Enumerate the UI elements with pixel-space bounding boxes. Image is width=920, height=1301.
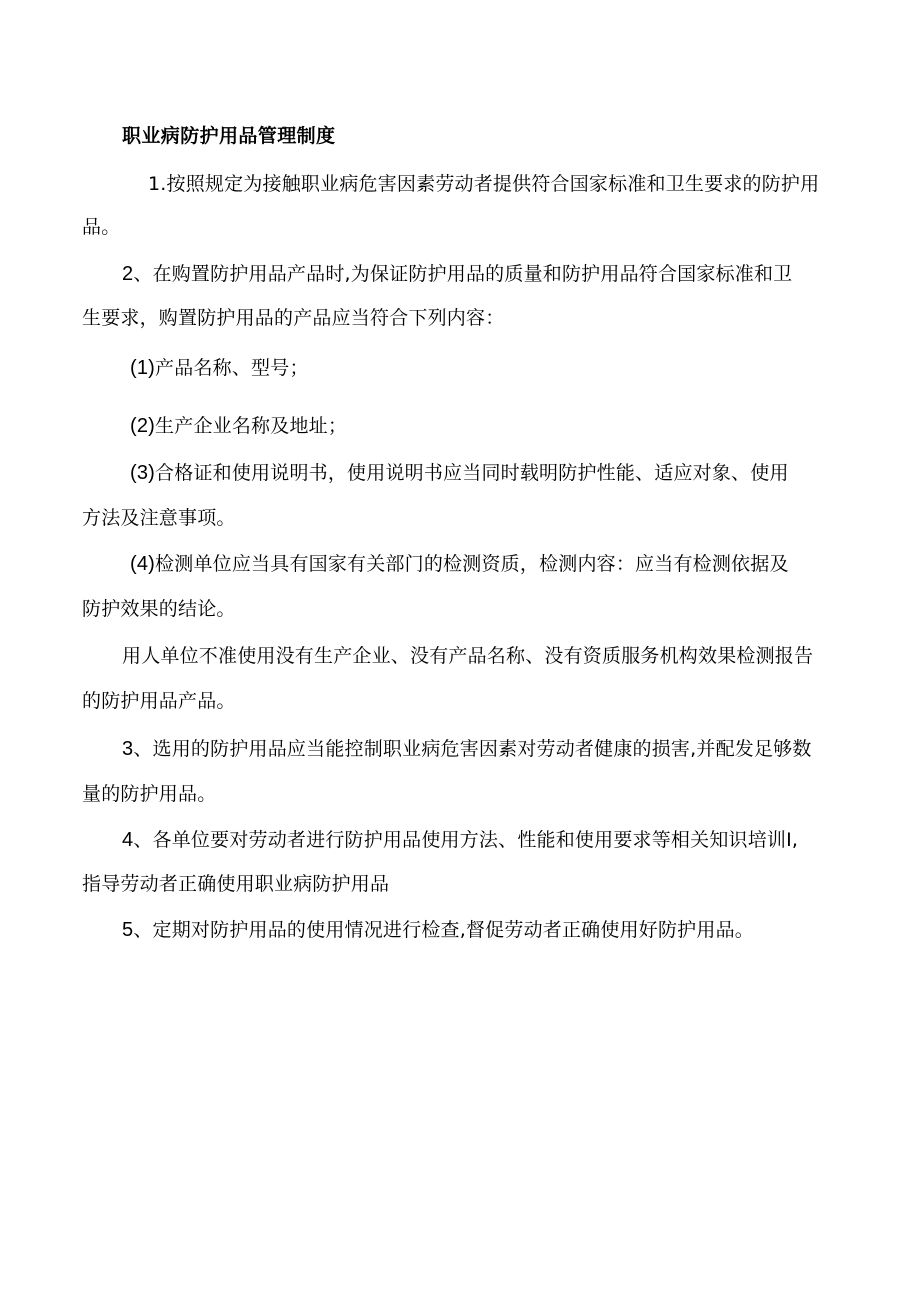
paragraph-5-number: 5 [122,919,134,941]
list-item-2-number: (2) [130,415,156,437]
list-item-2-text: 生产企业名称及地址； [155,415,348,437]
paragraph-4-number: 4 [122,829,134,851]
list-item-4-text: 检测单位应当具有国家有关部门的检测资质，检测内容：应当有检测依据及 [155,553,789,575]
list-item-1-text: 产品名称、型号； [155,357,309,379]
document-title: 职业病防护用品管理制度 [122,125,336,147]
paragraph-1-line-2: 品。 [82,216,121,238]
list-item-4-number: (4) [130,553,156,575]
paragraph-1-line-1: 1.按照规定为接触职业病危害因素劳动者提供符合国家标准和卫生要求的防护用 [148,173,820,195]
list-item-3-text: 合格证和使用说明书，使用说明书应当同时载明防护性能、适应对象、使用 [155,462,789,484]
list-item-2 [130,414,347,438]
paragraph-4-line-1-text: 、各单位要对劳动者进行防护用品使用方法、性能和使用要求等相关知识培训Ⅰ, [133,829,799,851]
list-item-1 [130,356,309,380]
list-item-1-number: (1) [130,357,156,379]
list-item-3-number: (3) [130,462,156,484]
paragraph-5-line-1 [122,918,754,942]
paragraph-2-line-1 [122,262,792,286]
paragraph-2-line-1-text: 、在购置防护用品产品时,为保证防护用品的质量和防护用品符合国家标准和卫 [133,263,793,285]
list-item-3-line-2: 方法及注意事项。 [82,507,236,529]
paragraph-4-line-1 [122,828,798,852]
paragraph-3-line-1 [122,737,812,761]
list-item-4-line-2: 防护效果的结论。 [82,598,236,620]
paragraph-5-line-1-text: 、定期对防护用品的使用情况进行检查,督促劳动者正确使用好防护用品。 [133,919,754,941]
note-paragraph-line-1: 用人单位不准使用没有生产企业、没有产品名称、没有资质服务机构效果检测报告 [122,645,814,667]
paragraph-4-line-2: 指导劳动者正确使用职业病防护用品 [82,873,390,895]
paragraph-3-number: 3 [122,738,134,760]
paragraph-3-line-1-text: 、选用的防护用品应当能控制职业病危害因素对劳动者健康的损害,并配发足够数 [133,738,812,760]
paragraph-3-line-2: 量的防护用品。 [82,783,217,805]
list-item-3-line-1 [130,461,789,485]
paragraph-2-number: 2 [122,263,134,285]
note-paragraph-line-2: 的防护用品产品。 [82,690,236,712]
paragraph-2-line-2: 生要求，购置防护用品的产品应当符合下列内容： [82,307,505,329]
list-item-4-line-1 [130,552,789,576]
